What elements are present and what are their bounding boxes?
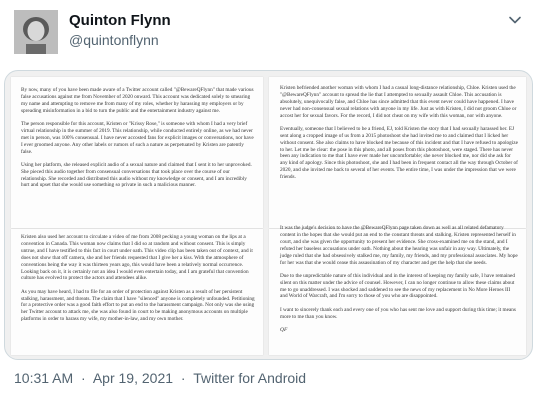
- tweet-time[interactable]: 10:31 AM: [14, 370, 74, 386]
- statement-paragraph: It was the judge's decision to have the @BewareQFlynn page taken down as well as all related defamatory content in the hopes that she would put an end to the constant threats and stalking. Kristen represented herself in court, and she was given the opportunity to present her evidence. She cross-examined me on the stand, and I refuted her baseless accusations under oath. Nothing about the hearing was unfair in any way. Ultimately, the judge ruled that she had obsessively stalked me, my family, my friends, and my professional associates. My hope for her was that she would cease this assassination of my character and get the help that she needs.: [280, 225, 518, 266]
- statement-paragraph: The person responsible for this account, Kristen or "Krissy Rose," is someone with whom I had a very brief virtual relationship in the summer of 2019. This relationship, while conducted entirely online, as we had never met in person, was 100% consensual. I have never accosted fans for explicit images or conversations, nor have I ever groomed anyone. Any other labels or rumors of such a nature as perpetuated by Kristen are patently false.: [21, 120, 254, 155]
- avatar[interactable]: [14, 10, 58, 54]
- display-name[interactable]: Quinton Flynn: [69, 12, 171, 29]
- statement-paragraph: As you may have heard, I had to file for an order of protection against Kristen as a result of her persistent stalking, harassment, and threats. The claim that I have "silenced" anyone is completely unfounded. Petitioning for a protective order was a good faith effort to put an end to the harassment campaign. Not only was she using her Twitter account to attack me, she was also found in court to be making anonymous accounts on multiple platforms in order to harass my wife, my mother-in-law, and my own mother.: [21, 288, 255, 323]
- statement-paragraph: I want to sincerely thank each and every one of you who has sent me love and support during this time; it means more to me than you know.: [280, 306, 516, 320]
- statement-page-3[interactable]: [11, 229, 263, 355]
- statement-page-2[interactable]: [269, 77, 526, 228]
- statement-page-1[interactable]: [11, 77, 263, 228]
- statement-paragraph: Due to the unpredictable nature of this individual and in the interest of keeping my family safe, I have remained silent on this matter under the advice of counsel. However, I can no longer continue to allow these claims about me to go unaddressed. I was shocked and saddened to see the news of my replacement in No More Heroes III and World of Warcraft, and I'm sorry to those of you who are disappointed.: [280, 272, 516, 300]
- statement-page-4[interactable]: [269, 225, 526, 355]
- tweet-image-grid[interactable]: [4, 70, 533, 360]
- tweet-header: [0, 0, 535, 68]
- profile-photo: [14, 10, 58, 54]
- tweet-date[interactable]: Apr 19, 2021: [92, 370, 174, 386]
- statement-paragraph: Kristen befriended another woman with whom I had a casual long-distance relationship, Chloe. Kristen used the "@BewareQFlynn" account to spread the lie that I attempted to sexually assault Chloe. This accusation is absolutely, unequivocally false, and Chloe has since admitted that this event never could have happened. I have never had non-consensual sexual relations with anyone in my life. Just as with Kristen, I did not groom Chloe or accost her for sexual favors. For the record, I did not cheat on my wife with this woman, nor with anyone.: [280, 85, 517, 119]
- tweet-source[interactable]: Twitter for Android: [193, 370, 307, 386]
- separator-dot: ·: [180, 370, 186, 386]
- tweet-timestamp: [14, 370, 306, 386]
- statement-paragraph: Using her platform, she released explicit audio of a sexual nature and claimed that I sent it to her unprovoked. She pieced this audio together from consensual conversations that took place over the course of our relationship. She recorded and distributed this audio without my knowledge or consent, and I am incredibly hurt and upset that she would use something so private in such a malicious manner.: [21, 161, 252, 189]
- signature: QF: [280, 326, 288, 333]
- statement-paragraph: Kristen also used her account to circulate a video of me from 2008 pecking a young woman on the lips at a convention in Canada. This woman now claims that I did so at random and without consent. This is simply untrue, and I have testified to this fact in court under oath. This video clip has been taken out of context, and it does not show that off camera, she and her friends requested that I give her a kiss. With the atmosphere of conventions being the way it was thirteen years ago, this would have been a relatively normal occurrence. Looking back on it, it is certainly not an idea I would even entertain today, and I am grateful that convention culture has evolved to protect the actors and attendees alike.: [21, 234, 253, 282]
- separator-dot: ·: [81, 370, 86, 386]
- user-handle[interactable]: @quintonflynn: [69, 32, 159, 48]
- statement-paragraph: Eventually, someone that I believed to be a friend, EJ, told Kristen the story that I had sexually harassed her. EJ sent along a cropped image of us from a 2015 photoshoot she had invited me to and claimed that I licked her without consent. She also claims to have blocked me because of this incident and that I have refused to apologize to her. Let me be clear: the pose in this photo, and all poses from this photoshoot, were staged. There has never been any indication to me that I have ever made her uncomfortable; she never blocked me, nor did she ask for any kind of apology. Since this photoshoot, she and I had been in frequent contact all the way through October of 2020, and she invited me back to several of her events. The entire time, I was under the impression that we were friends.: [280, 125, 518, 181]
- chevron-down-icon[interactable]: [508, 13, 522, 27]
- statement-paragraph: By now, many of you have been made aware of a Twitter account called "@BewareQFlynn" that made various false accusations against me from November of 2020 onward. This account was dedicated solely to smearing my name and attempting to remove me from many of my roles, whether by harassing my employers or by spreading misinformation in a bid to turn the public and the entertainment industry against me.: [21, 87, 254, 114]
